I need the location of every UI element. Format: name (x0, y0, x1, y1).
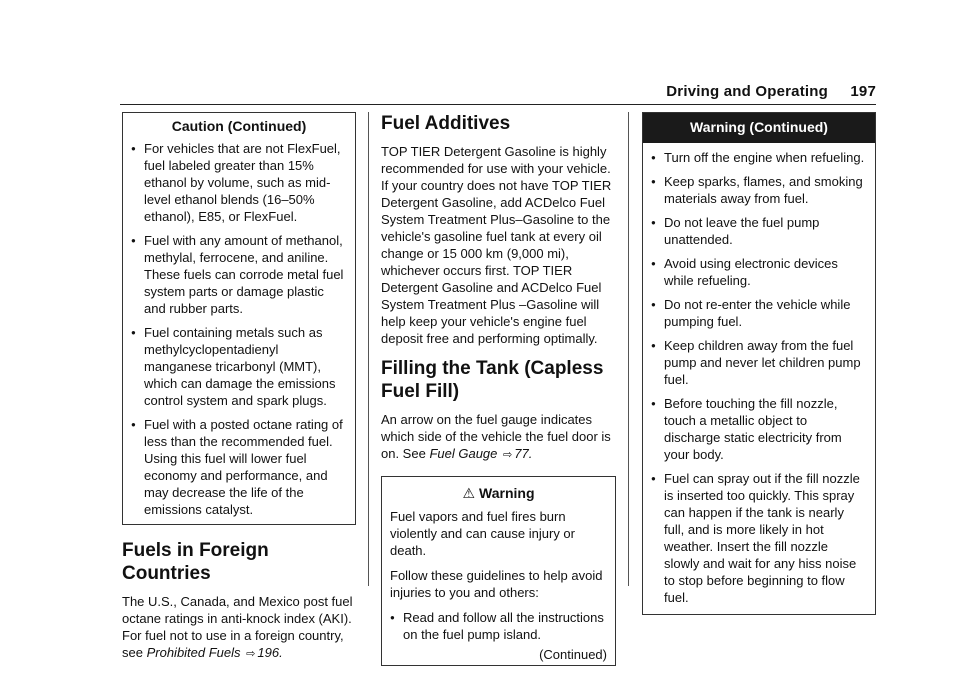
list-item: ● Do not re-enter the vehicle while pumping fuel. (651, 296, 867, 330)
warning-text: Fuel vapors and fuel fires burn violently and can cause injury or death. (390, 509, 575, 558)
warning-continued-box (642, 112, 876, 615)
fuel-additives-text: TOP TIER Detergent Gasoline is highly recommended for use with your vehicle. If your country does not have TOP TIER Detergent Gasoline, add ACDelco Fuel System Treatment Plus–Gasoline to the vehicle's gasoline fuel tank at every oil change or 15 000 km (9,000 mi), whichever occurs first. TOP TIER Detergent Gasoline and ACDelco Fuel System Treatment Plus –Gasoline will help keep your vehicle's engine fuel deposit free and performing optimally. (381, 144, 612, 346)
column-left (122, 112, 356, 671)
column-divider (628, 112, 629, 586)
list-item: ● Keep sparks, flames, and smoking materials away from fuel. (651, 173, 867, 207)
foreign-fuels-heading: Fuels in Foreign Countries (122, 540, 269, 584)
warning-box (381, 476, 616, 666)
list-item: ● Fuel containing metals such as methylcyclopentadienyl manganese tricarbonyl (MMT), which can damage the emissions control system and spark plugs. (131, 324, 347, 409)
warning-list (390, 609, 607, 643)
column-middle (381, 112, 616, 666)
continued-label: (Continued) (539, 647, 607, 662)
list-item: ● Before touching the fill nozzle, touch a metallic object to discharge static electricity from your body. (651, 395, 867, 463)
list-item: ● Fuel can spray out if the fill nozzle is inserted too quickly. This spray can happen if the tank is nearly full, and is more likely in hot weather. Insert the fill nozzle slowly and wait for any hiss noise to stop before beginning to flow fuel. (651, 470, 867, 606)
list-item: ● Fuel with a posted octane rating of less than the recommended fuel. Using this fuel will lower fuel economy and performance, and may decrease the life of the emissions catalyst. (131, 416, 347, 518)
list-item: ● Turn off the engine when refueling. (651, 149, 867, 166)
prohibited-fuels-page[interactable]: 196. (257, 645, 283, 660)
page-ref-icon: ⇨ (246, 648, 256, 660)
caution-box (122, 112, 356, 525)
fuel-gauge-link[interactable]: Fuel Gauge (429, 446, 498, 461)
warning-triangle-icon: ⚠ (462, 485, 476, 501)
prohibited-fuels-link[interactable]: Prohibited Fuels (146, 645, 241, 660)
section-title: Driving and Operating (666, 83, 828, 100)
list-item: ● Do not leave the fuel pump unattended. (651, 214, 867, 248)
column-divider (368, 112, 369, 586)
list-item: ● Fuel with any amount of methanol, methylal, ferrocene, and aniline. These fuels can corrode metal fuel system parts or damage plastic and rubber parts. (131, 232, 347, 317)
warning-continued-title: Warning (Continued) (643, 113, 875, 143)
warning-text: Follow these guidelines to help avoid injuries to you and others: (390, 568, 603, 600)
fuel-additives-heading: Fuel Additives (381, 113, 511, 134)
warning-title: ⚠ Warning (462, 485, 535, 501)
page-ref-icon: ⇨ (503, 449, 513, 461)
header-rule (120, 104, 876, 105)
caution-list (131, 140, 347, 518)
list-item: ● For vehicles that are not FlexFuel, fuel labeled greater than 15% ethanol by volume, such as mid-level ethanol blends (16–50% ethanol), E85, or FlexFuel. (131, 140, 347, 225)
caution-title: Caution (Continued) (171, 118, 307, 134)
filling-tank-heading: Filling the Tank (Capless Fuel Fill) (381, 358, 604, 402)
foreign-fuels-text: The U.S., Canada, and Mexico post fuel octane ratings in anti-knock index (AKI). For fuel not to use in a foreign country, see Prohibited Fuels ⇨ 196. (122, 594, 353, 660)
list-item: ● Read and follow all the instructions on the fuel pump island. (390, 609, 607, 643)
list-item: ● Keep children away from the fuel pump and never let children pump fuel. (651, 337, 867, 388)
page-number: 197 (850, 83, 876, 100)
list-item: ● Avoid using electronic devices while refueling. (651, 255, 867, 289)
filling-tank-text: An arrow on the fuel gauge indicates which side of the vehicle the fuel door is on. See Fuel Gauge ⇨ 77. (381, 412, 611, 461)
fuel-gauge-page[interactable]: 77. (514, 446, 533, 461)
page-header (666, 83, 876, 100)
warning-continued-list (651, 149, 867, 606)
column-right (642, 112, 876, 615)
